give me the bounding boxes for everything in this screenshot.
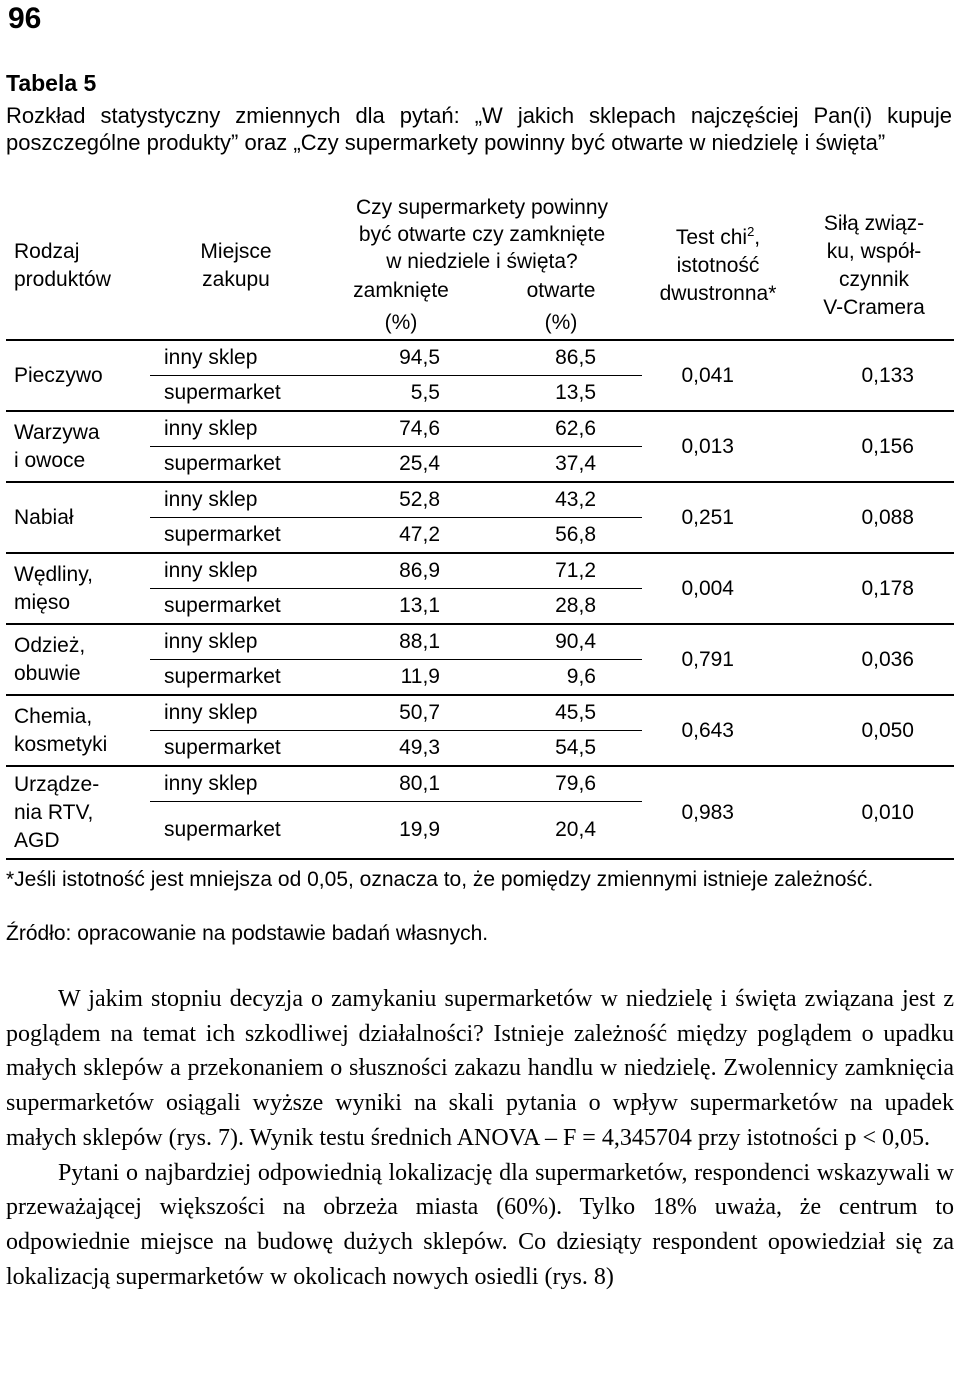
header-product-line: Rodzaj [14,239,80,263]
table-header-row [6,192,954,275]
product-type-line: AGD [14,828,60,852]
cramer-coefficient-cell: 0,088 [794,482,954,553]
purchase-place-cell: supermarket [150,376,322,412]
header-cramer-line: ku, współ- [826,239,922,263]
header-test-line: istotność [676,253,760,277]
purchase-place-cell: inny sklep [150,624,322,660]
open-percent-cell: 56,8 [480,518,642,554]
cramer-coefficient-cell: 0,178 [794,553,954,624]
product-type-line: mięso [14,590,71,614]
purchase-place-cell: inny sklep [150,482,322,518]
header-open-line: (%) [544,311,578,334]
closed-percent-cell: 52,8 [322,482,480,518]
cramer-coefficient-cell: 0,010 [794,766,954,859]
product-type-cell [6,340,150,411]
header-cramer-line: czynnik [838,267,910,291]
table-row [6,624,954,660]
product-type-cell [6,482,150,553]
purchase-place-cell: supermarket [150,731,322,767]
closed-percent-cell: 5,5 [322,376,480,412]
purchase-place-cell: supermarket [150,802,322,860]
closed-percent-cell: 11,9 [322,660,480,696]
open-percent-cell: 37,4 [480,447,642,483]
chi-significance-cell: 0,041 [642,340,794,411]
table-row [6,695,954,731]
page-number: 96 [8,2,42,35]
purchase-place-cell: inny sklep [150,340,322,376]
closed-percent-cell: 50,7 [322,695,480,731]
header-product-type [6,192,150,340]
chi-significance-cell: 0,013 [642,411,794,482]
product-type-line: Chemia, [14,704,93,728]
header-question-line: w niedziele i święta? [386,250,578,273]
open-percent-cell: 43,2 [480,482,642,518]
header-closed [322,275,480,340]
open-percent-cell: 71,2 [480,553,642,589]
chi-significance-cell: 0,983 [642,766,794,859]
table-row [6,766,954,802]
product-type-line: kosmetyki [14,732,108,756]
body-text [6,982,954,1294]
purchase-place-cell: inny sklep [150,411,322,447]
closed-percent-cell: 94,5 [322,340,480,376]
cramer-coefficient-cell: 0,036 [794,624,954,695]
product-type-line: Warzywa [14,420,100,444]
product-type-cell [6,411,150,482]
closed-percent-cell: 25,4 [322,447,480,483]
chi-significance-cell: 0,251 [642,482,794,553]
purchase-place-cell: supermarket [150,660,322,696]
header-test-line: dwustronna* [659,281,777,305]
product-type-line: Nabiał [14,505,74,529]
header-test-superscript: 2 [747,223,755,239]
chi-significance-cell: 0,643 [642,695,794,766]
product-type-line: nia RTV, [14,800,94,824]
header-place-line: zakupu [202,267,270,291]
cramer-coefficient-cell: 0,133 [794,340,954,411]
product-type-cell [6,766,150,859]
purchase-place-cell: inny sklep [150,766,322,802]
closed-percent-cell: 49,3 [322,731,480,767]
purchase-place-cell: supermarket [150,518,322,554]
paragraph: Pytani o najbardziej odpowiednią lokalizację dla supermarketów, respondenci wskazywali w przeważającej większości na obrzeża miasta (60%). Tylko 18% uważa, że centrum to odpowiednie miejsce na budowę dużych sklepów. Co dziesiąty respondent opowiedział się za lokalizacją supermarketów w okolicach nowych osiedli (rys. 8) [6,1159,954,1290]
header-cramer-line: V-Cramera [823,295,925,319]
open-percent-cell: 54,5 [480,731,642,767]
cramer-coefficient-cell: 0,050 [794,695,954,766]
purchase-place-cell: inny sklep [150,553,322,589]
closed-percent-cell: 19,9 [322,802,480,860]
paragraph: W jakim stopniu decyzja o zamykaniu supermarketów w niedzielę i święta związana jest z poglądem na temat ich szkodliwej działalności? Istnieje zależność między poglądem o upadku małych sklepów a przekonaniem o słuszności zakazu handlu w niedzielę. Zwolennicy zamknięcia supermarketów osiągali wyższe wyniki na skali pytania o wpływ supermarketów na upadek małych sklepów (rys. 7). Wynik testu średnich ANOVA – F = 4,345704 przy istotności p < 0,05. [6,986,954,1151]
header-purchase-place [150,192,322,340]
table-row [6,411,954,447]
header-test-comma: , [754,225,761,249]
closed-percent-cell: 86,9 [322,553,480,589]
open-percent-cell: 62,6 [480,411,642,447]
table-row [6,553,954,589]
open-percent-cell: 45,5 [480,695,642,731]
product-type-line: Odzież, [14,633,86,657]
header-open [480,275,642,340]
table-source: Źródło: opracowanie na podstawie badań własnych. [6,922,489,945]
header-closed-line: zamknięte [353,279,449,302]
table-row [6,482,954,518]
header-question-line: być otwarte czy zamknięte [358,223,606,246]
product-type-line: Pieczywo [14,363,103,387]
purchase-place-cell: supermarket [150,447,322,483]
statistics-table-container [6,192,954,860]
closed-percent-cell: 80,1 [322,766,480,802]
closed-percent-cell: 13,1 [322,589,480,625]
product-type-line: Urządze- [14,772,100,796]
open-percent-cell: 90,4 [480,624,642,660]
table-title: Tabela 5 [6,70,97,96]
header-question [322,192,642,275]
chi-significance-cell: 0,004 [642,553,794,624]
table-footnote: *Jeśli istotność jest mniejsza od 0,05, oznacza to, że pomiędzy zmiennymi istnieje zależność. [6,868,874,891]
open-percent-cell: 13,5 [480,376,642,412]
table-caption: Rozkład statystyczny zmiennych dla pytań: „W jakich sklepach najczęściej Pan(i) kupuje poszczególne produkty” oraz „Czy supermarkety powinny być otwarte w niedzielę i święta” [6,103,952,155]
product-type-cell [6,624,150,695]
header-closed-line: (%) [384,311,418,334]
purchase-place-cell: supermarket [150,589,322,625]
product-type-line: Wędliny, [14,562,93,586]
product-type-cell [6,553,150,624]
closed-percent-cell: 47,2 [322,518,480,554]
open-percent-cell: 20,4 [480,802,642,860]
closed-percent-cell: 74,6 [322,411,480,447]
header-question-line: Czy supermarkety powinny [355,196,609,219]
closed-percent-cell: 88,1 [322,624,480,660]
header-test-text: Test chi [675,225,748,249]
header-product-line: produktów [14,267,111,291]
product-type-cell [6,695,150,766]
header-cramer [794,192,954,340]
open-percent-cell: 9,6 [480,660,642,696]
header-place-line: Miejsce [200,239,272,263]
statistics-table [6,192,954,860]
header-chi-test [642,192,794,340]
header-open-line: otwarte [526,279,596,302]
product-type-line: i owoce [14,448,86,472]
header-cramer-line: Siłą związ- [823,211,925,235]
open-percent-cell: 28,8 [480,589,642,625]
open-percent-cell: 79,6 [480,766,642,802]
product-type-line: obuwie [14,661,81,685]
chi-significance-cell: 0,791 [642,624,794,695]
open-percent-cell: 86,5 [480,340,642,376]
purchase-place-cell: inny sklep [150,695,322,731]
header-test-line [642,224,794,252]
cramer-coefficient-cell: 0,156 [794,411,954,482]
table-row [6,340,954,376]
